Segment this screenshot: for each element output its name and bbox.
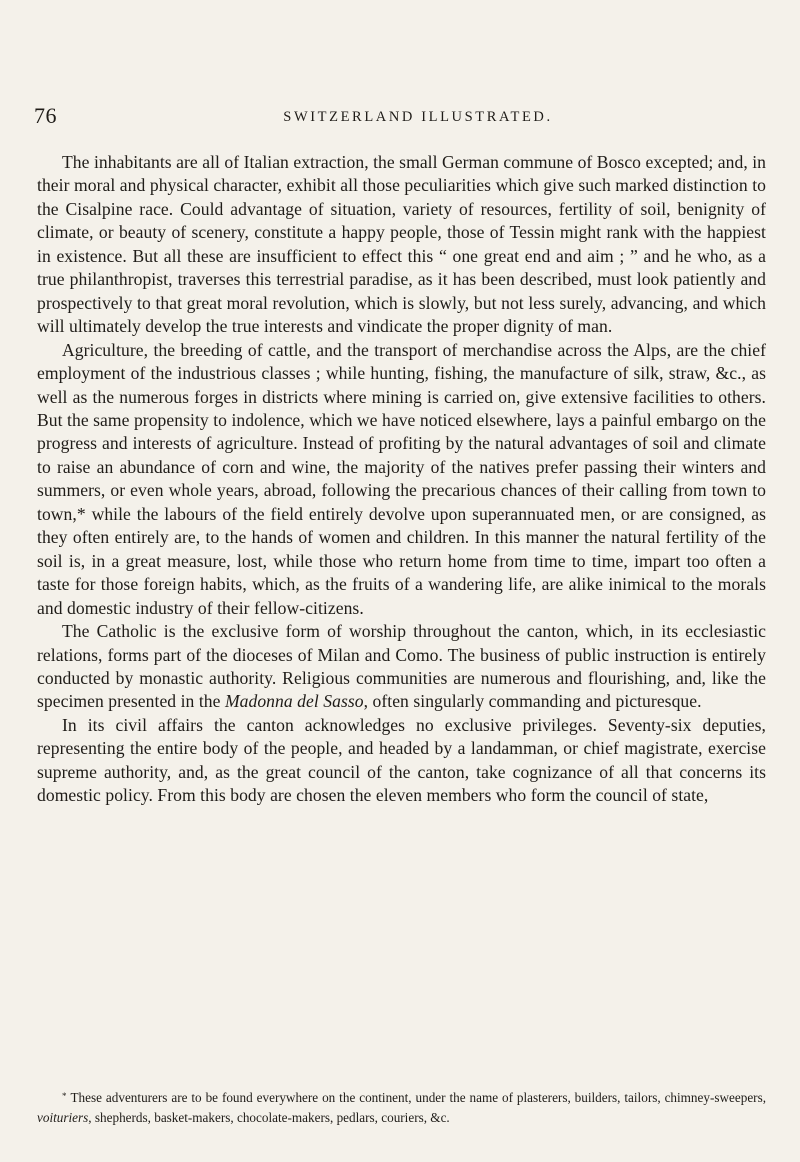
madonna-del-sasso-title: Madonna del Sasso	[224, 691, 364, 712]
footnote	[37, 1087, 766, 1127]
page-number: 76	[34, 103, 57, 128]
body-text	[37, 151, 766, 808]
paragraph-civil-affairs: In its civil affairs the canton acknowledges no exclusive privileges. Seventy-six deputies, representing the entire body of the people, and headed by a landamman, or chief magistrate, exercise supreme authority, and, as the great council of the canton, take cognizance of all that concerns its domestic policy. From this body are chosen the eleven members who form the council of state,	[37, 714, 766, 806]
footnote-marker: *	[62, 1091, 67, 1101]
running-title: SWITZERLAND ILLUSTRATED.	[283, 109, 553, 125]
paragraph-religion	[37, 620, 766, 714]
footnote-text-end: , shepherds, basket-makers, chocolate-makers, pedlars, couriers, &c.	[88, 1109, 450, 1125]
footnote-text-start: These adventurers are to be found everywhere on the continent, under the name of plasterers, builders, tailors, chimney-sweepers,	[70, 1090, 766, 1105]
paragraph-inhabitants: The inhabitants are all of Italian extraction, the small German commune of Bosco excepted; and, in their moral and physical character, exhibit all those peculiarities which give such marked distinction to the Cisalpine race. Could advantage of situation, variety of resources, fertility of soil, benignity of climate, or beauty of scenery, constitute a happy people, those of Tessin might rank with the happiest in existence. But all these are insufficient to effect this “ one great end and aim ; ” and he who, as a true philanthropist, traverses this terrestrial paradise, as it has been described, must look patiently and prospectively to that great moral revolution, which is slowly, but not less surely, advancing, and which will ultimately develop the true interests and vindicate the proper dignity of man.	[37, 152, 767, 337]
footnote-italic-term: voituriers	[37, 1109, 89, 1125]
paragraph-agriculture: Agriculture, the breeding of cattle, and the transport of merchandise across the Alps, are the chief employment of the industrious classes ; while hunting, fishing, the manufacture of silk, straw, &c., as well as the numerous forges in districts where mining is carried on, give extensive facilities to others. But the same propensity to indolence, which we have noticed elsewhere, lays a painful embargo on the progress and interests of agriculture. Instead of profiting by the natural advantages of soil and climate to raise an abundance of corn and wine, the majority of the natives prefer passing their winters and summers, or even whole years, abroad, following the precarious chances of their calling from town to town,* while the labours of the field entirely devolve upon superannuated men, or are consigned, as they often entirely are, to the hands of women and children. In this manner the natural fertility of the soil is, in a great measure, lost, while those who return home from time to time, impart too often a taste for those foreign habits, which, as the fruits of a wandering life, are alike inimical to the morals and domestic industry of their fellow-citizens.	[37, 339, 766, 618]
paragraph-religion-text-start: The Catholic is the exclusive form of worship throughout the canton, which, in its ecclesiastic relations, forms part of the dioceses of Milan and Como. The business of public instruction is entirely conducted by monastic authority. Religious communities are numerous and flourishing, and, like the specimen presented in the	[37, 621, 766, 712]
paragraph-religion-text-end: , often singularly commanding and picturesque.	[363, 691, 702, 712]
